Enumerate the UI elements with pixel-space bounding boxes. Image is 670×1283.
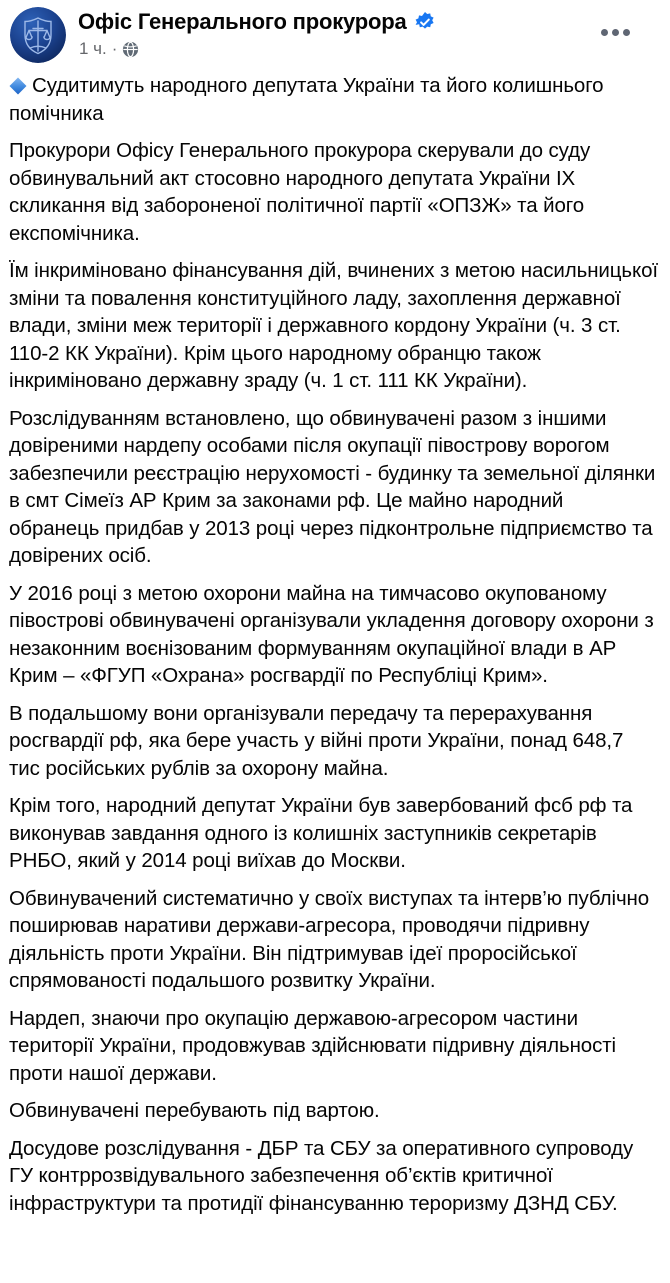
post-paragraph: Розслідуванням встановлено, що обвинувачені разом з іншими довіреними нардепу особами після окупації півострову ворогом забезпечили реєстрацію нерухомості - будинку та земельної ділянки в смт Сімеїз АР Крим за законами рф. Це майно народний обранець придбав у 2013 році через підконтрольне підприємство та довірених осіб. (9, 406, 656, 567)
post-paragraph: Прокурори Офісу Генерального прокурора скерували до суду обвинувальний акт стосовно народного депутата України ІХ скликання від забороненої політичної партії «ОПЗЖ» та його експомічника. (9, 139, 591, 245)
post-paragraph: Досудове розслідування - ДБР та СБУ за оперативного супроводу ГУ контррозвідувального забезпечення об’єктів критичної інфраструктури та протидії фінансуванню тероризму ДЗНД СБУ. (9, 1136, 634, 1215)
meta-separator: · (111, 39, 118, 58)
page-avatar[interactable] (10, 7, 66, 63)
post-text (9, 72, 658, 1227)
timestamp[interactable]: 1 ч. (79, 39, 107, 58)
post-headline-text: Судитимуть народного депутата України та його колишнього помічника (9, 74, 604, 125)
post-paragraph: Нардеп, знаючи про окупацію державою-агресором частини території України, продовжував здійснювати підривну діяльності проти нашої держави. (9, 1006, 616, 1085)
more-options-icon (623, 29, 630, 36)
prosecutor-office-logo-icon (10, 7, 66, 63)
post-paragraph: В подальшому вони організували передачу та перерахування росгвардії рф, яка бере участь у війні проти України, понад 648,7 тис російських рублів за охорону майна. (9, 701, 624, 780)
post-paragraph: У 2016 році з метою охорони майна на тимчасово окупованому півострові обвинувачені організували укладення договору охорони з незаконним воєнізованим формуванням окупаційної влади в АР Крим – «ФГУП «Охрана» росгвардії по Республіці Крим». (9, 581, 654, 687)
verified-badge-icon (415, 12, 435, 32)
post-paragraph: Їм інкриміновано фінансування дій, вчинених з метою насильницької зміни та повалення конституційного ладу, захоплення державної влади, зміни меж території і державного кордону України (ч. 3 ст. 110-2 КК України). Крім цього народному обранцю також інкриміновано державну зраду (ч. 1 ст. 111 КК України). (9, 259, 658, 392)
post-headline (9, 72, 658, 127)
blue-diamond-emoji (10, 78, 27, 95)
post-paragraph: Обвинувачені перебувають під вартою. (9, 1099, 380, 1122)
post-paragraph: Обвинувачений систематично у своїх виступах та інтерв’ю публічно поширював наративи держави-агресора, проводячи підривну діяльність проти України. Він підтримував ідеї проросійської спрямованості подальшого розвитку України. (9, 886, 650, 992)
post-header (0, 0, 670, 72)
globe-icon (122, 41, 139, 58)
post-meta-row (79, 39, 139, 59)
more-options-button[interactable] (592, 16, 638, 48)
page-name-row (78, 9, 435, 35)
more-options-icon (601, 29, 608, 36)
post-paragraph: Крім того, народний депутат України був завербований фсб рф та виконував завдання одного із колишніх заступників секретарів РНБО, який у 2014 році виїхав до Москви. (9, 794, 633, 872)
page-name[interactable]: Офіс Генерального прокурора (78, 9, 407, 34)
more-options-icon (612, 29, 619, 36)
